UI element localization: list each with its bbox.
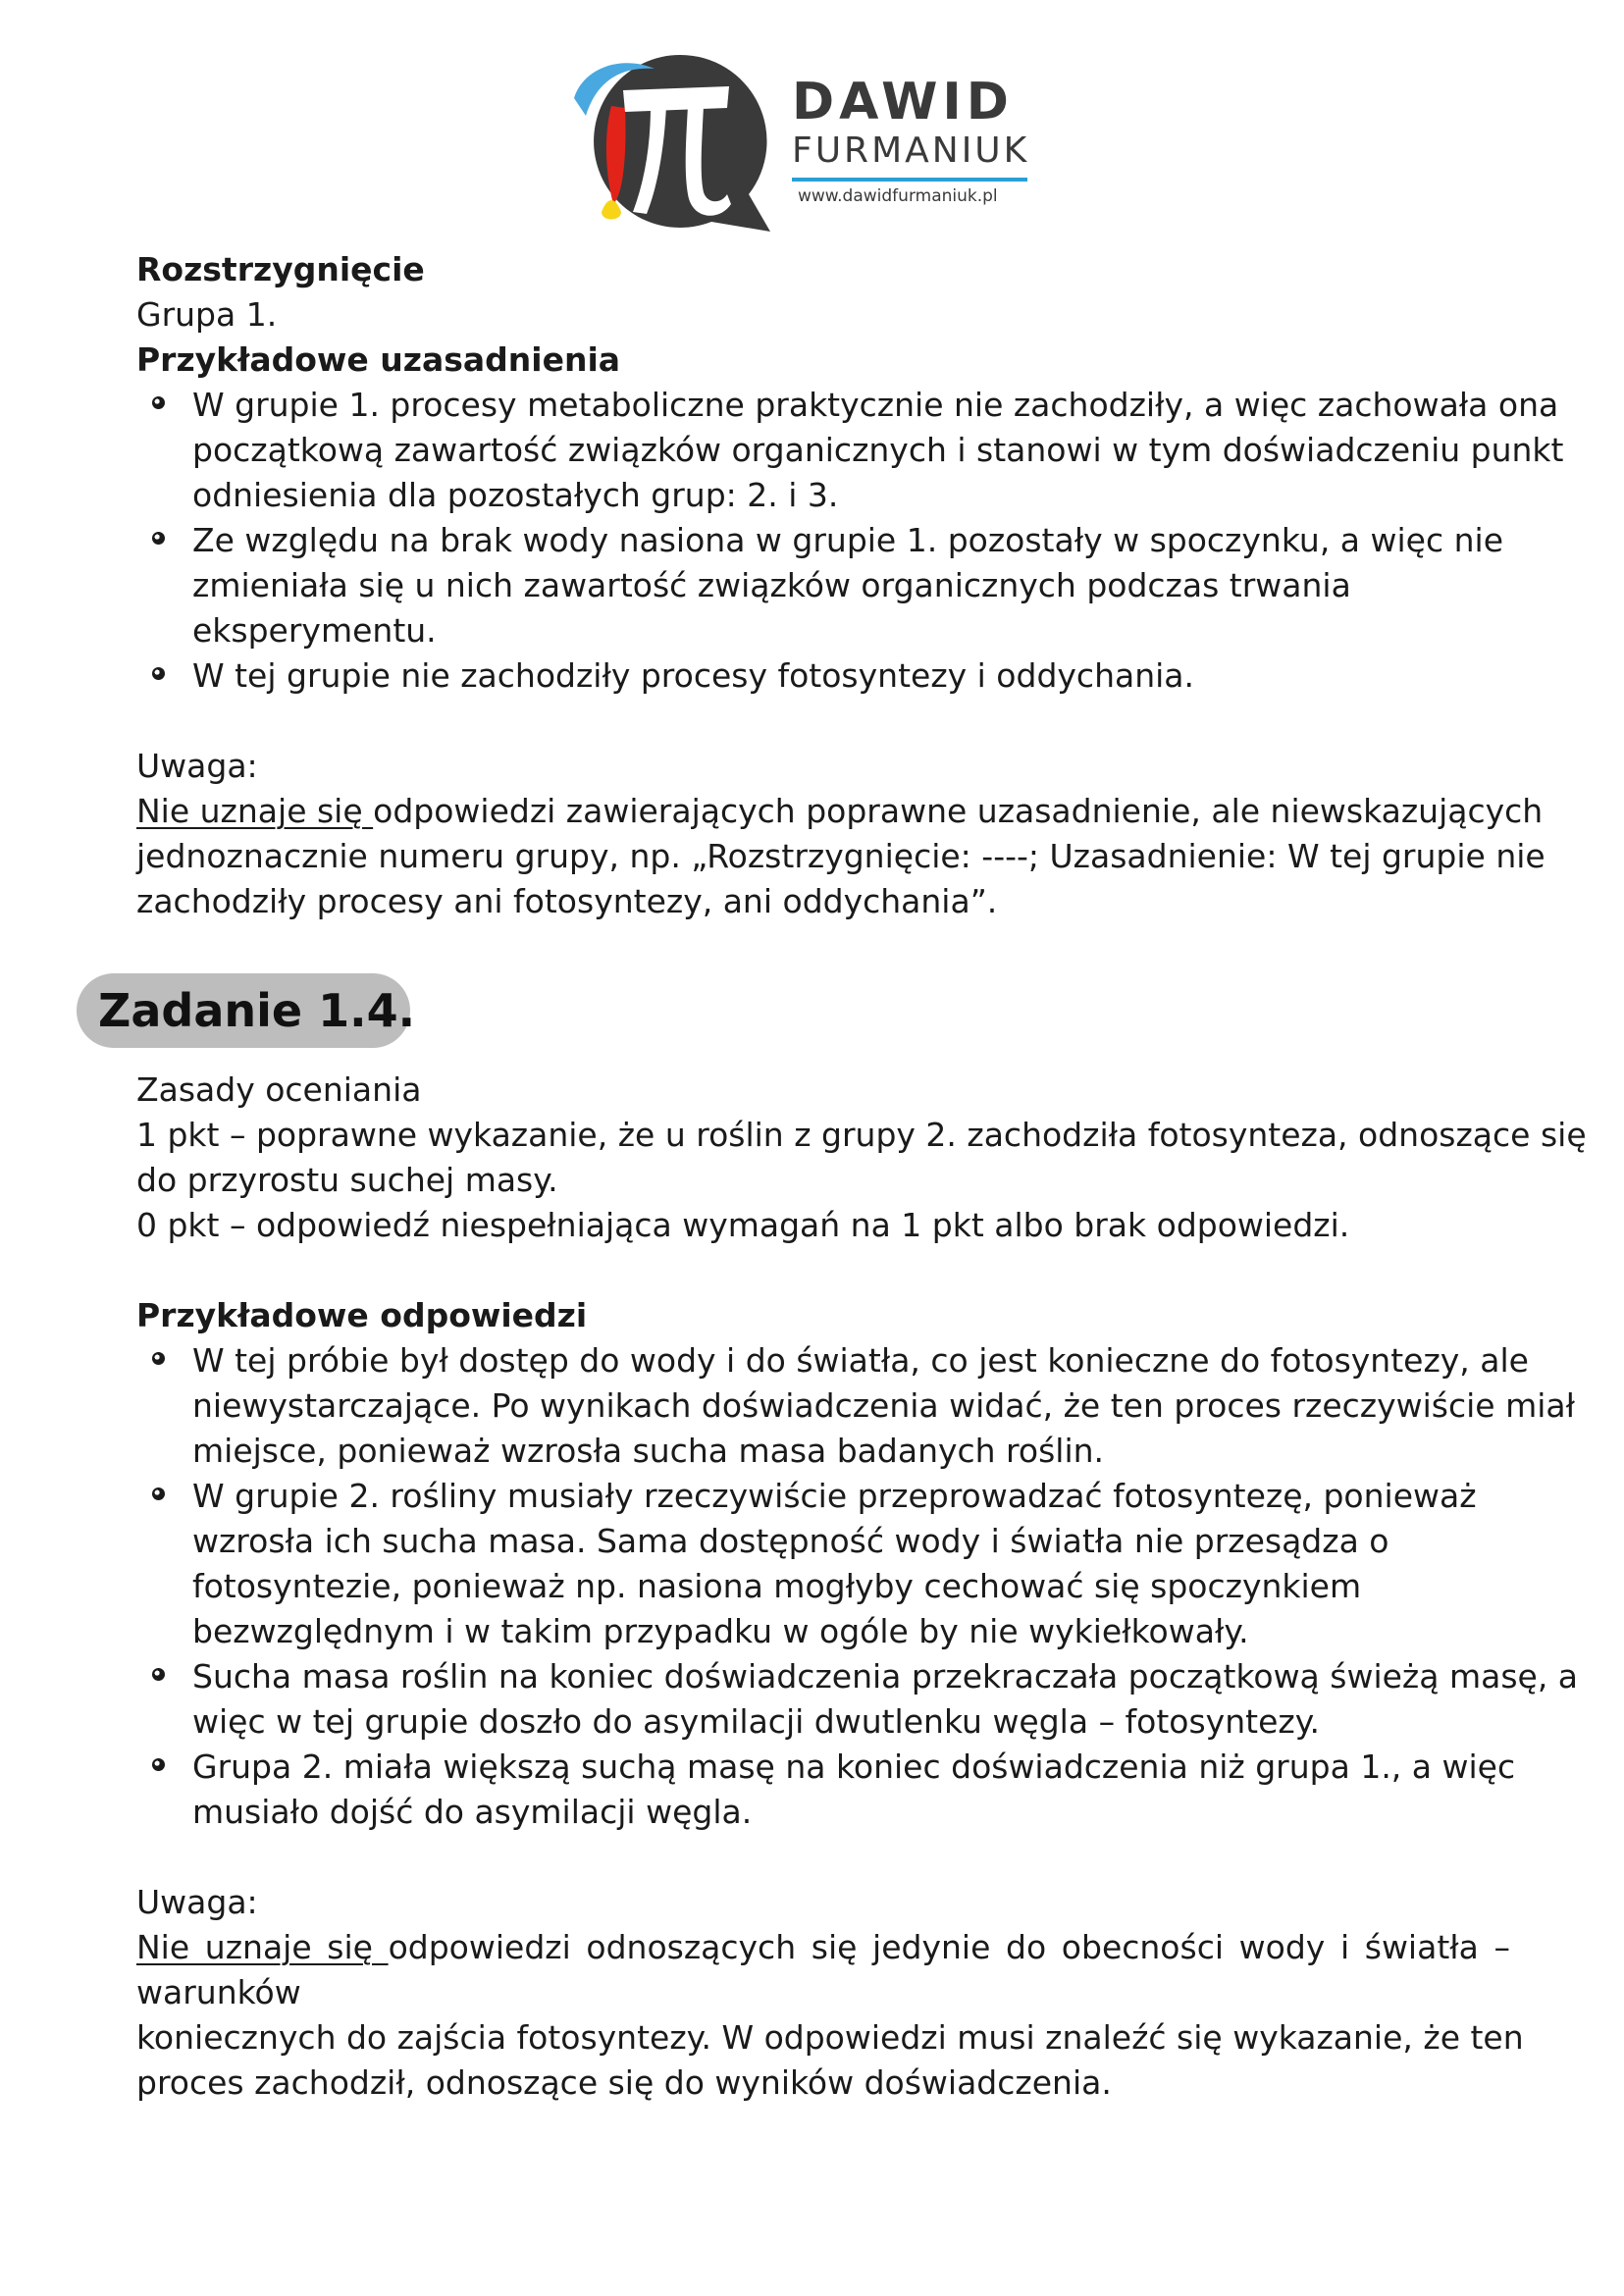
justifications-heading: Przykładowe uzasadnienia: [136, 340, 621, 379]
list-item-line: odniesienia dla pozostałych grup: 2. i 3.: [192, 476, 839, 514]
example-answers-heading: Przykładowe odpowiedzi: [136, 1296, 588, 1334]
bullet-icon: [152, 1758, 165, 1771]
note-text: koniecznych do zajścia fotosyntezy. W odpowiedzi musi znaleźć się wykazanie, że ten: [136, 2018, 1524, 2057]
list-item: [136, 653, 1522, 699]
brand-url: www.dawidfurmaniuk.pl: [798, 186, 998, 206]
list-item-line: Grupa 2. miała większą suchą masę na koniec doświadczenia niż grupa 1., a więc: [192, 1748, 1516, 1786]
list-item-line: W tej grupie nie zachodziły procesy fotosyntezy i oddychania.: [192, 656, 1195, 695]
note-label: Uwaga:: [136, 747, 258, 785]
note-label: Uwaga:: [136, 1883, 258, 1921]
bullet-icon: [152, 396, 165, 409]
note-text: Nie uznaje się odpowiedzi odnoszących się jedynie do obecności wody i światła –: [136, 1928, 1510, 1966]
list-item-line: niewystarczające. Po wynikach doświadczenia widać, że ten proces rzeczywiście miał: [192, 1386, 1576, 1425]
list-item: [136, 1654, 1579, 1745]
resolution-heading: Rozstrzygnięcie: [136, 250, 425, 288]
list-item-line: początkową zawartość związków organicznych i stanowi w tym doświadczeniu punkt: [192, 431, 1564, 469]
note-text: zachodziły procesy ani fotosyntezy, ani oddychania”.: [136, 882, 998, 920]
list-item-line: bezwzględnym i w takim przypadku w ogóle by nie wykiełkowały.: [192, 1612, 1249, 1650]
bullet-icon: [152, 1668, 165, 1681]
note-text: proces zachodził, odnoszące się do wyników doświadczenia.: [136, 2063, 1112, 2102]
scoring-rule-1pt: 1 pkt – poprawne wykazanie, że u roślin z grupy 2. zachodziła fotosynteza, odnoszące się: [136, 1116, 1587, 1154]
pi-speech-bubble-logo-icon: [564, 47, 790, 234]
note-text: Nie uznaje się odpowiedzi zawierających poprawne uzasadnienie, ale niewskazujących: [136, 792, 1544, 830]
list-item: [136, 1745, 1522, 1835]
list-item-line: W grupie 1. procesy metaboliczne praktycznie nie zachodziły, a więc zachowała ona: [192, 386, 1559, 424]
scoring-rule-1pt: do przyrostu suchej masy.: [136, 1161, 558, 1199]
resolution-answer: Grupa 1.: [136, 295, 278, 334]
brand-logo: [564, 47, 1035, 234]
list-item: [136, 1338, 1576, 1474]
list-item: [136, 383, 1564, 518]
section-title: Zadanie 1.4.: [98, 984, 416, 1037]
note-emphasis: Nie uznaje się: [136, 792, 374, 830]
note-text: warunków: [136, 1973, 301, 2011]
justifications-list: [136, 383, 1564, 699]
brand-divider: [792, 178, 1027, 182]
list-item: [136, 1474, 1522, 1654]
list-item-line: eksperymentu.: [192, 611, 437, 650]
bullet-icon: [152, 532, 165, 545]
list-item-line: W tej próbie był dostęp do wody i do światła, co jest konieczne do fotosyntezy, ale: [192, 1341, 1529, 1380]
list-item-line: zmieniała się u nich zawartość związków organicznych podczas trwania: [192, 566, 1351, 604]
brand-surname: FURMANIUK: [792, 130, 1030, 171]
scoring-rules-heading: Zasady oceniania: [136, 1070, 422, 1109]
list-item-line: musiało dojść do asymilacji węgla.: [192, 1793, 753, 1831]
list-item-line: fotosyntezie, ponieważ np. nasiona mogłyby cechować się spoczynkiem: [192, 1567, 1362, 1605]
bullet-icon: [152, 1352, 165, 1365]
note-emphasis: Nie uznaje się: [136, 1928, 389, 1966]
list-item-line: W grupie 2. rośliny musiały rzeczywiście przeprowadzać fotosyntezę, ponieważ: [192, 1477, 1477, 1515]
document-body: [136, 247, 1587, 2106]
list-item-line: więc w tej grupie doszło do asymilacji dwutlenku węgla – fotosyntezy.: [192, 1702, 1321, 1741]
example-answers-list: [136, 1338, 1579, 1835]
list-item-line: Sucha masa roślin na koniec doświadczenia przekraczała początkową świeżą masę, a: [192, 1657, 1579, 1696]
scoring-rule-0pt: 0 pkt – odpowiedź niespełniająca wymagań na 1 pkt albo brak odpowiedzi.: [136, 1206, 1350, 1244]
list-item-line: Ze względu na brak wody nasiona w grupie 1. pozostały w spoczynku, a więc nie: [192, 521, 1504, 559]
note-text: jednoznacznie numeru grupy, np. „Rozstrzygnięcie: ----; Uzasadnienie: W tej grupie nie: [136, 837, 1545, 875]
list-item-line: miejsce, ponieważ wzrosła sucha masa badanych roślin.: [192, 1432, 1105, 1470]
brand-name: DAWID: [792, 73, 1014, 131]
list-item-line: wzrosła ich sucha masa. Sama dostępność wody i światła nie przesądza o: [192, 1522, 1389, 1560]
bullet-icon: [152, 667, 165, 680]
list-item: [136, 518, 1522, 653]
bullet-icon: [152, 1487, 165, 1500]
